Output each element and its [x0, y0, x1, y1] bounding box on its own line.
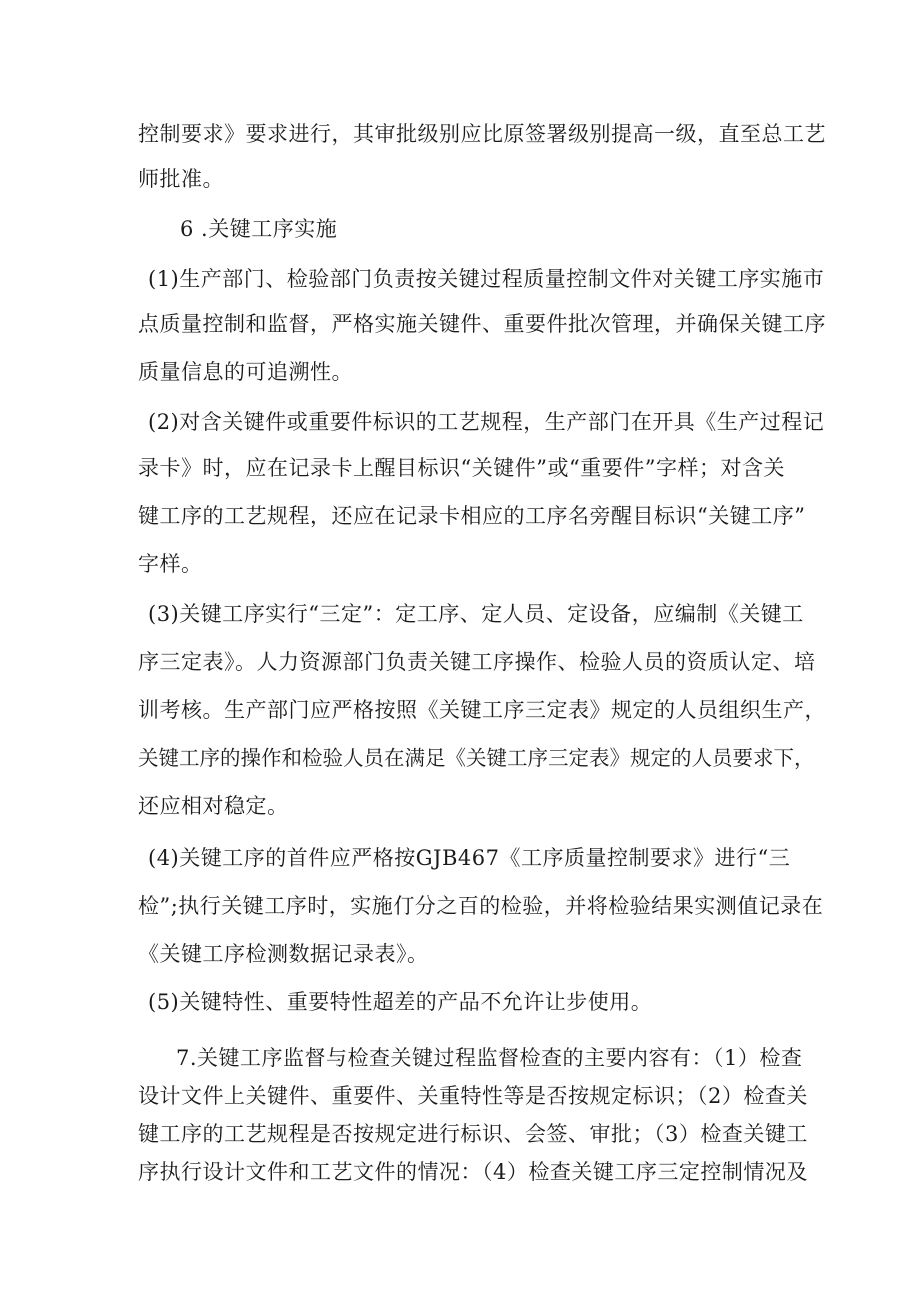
text-line: 设计文件上关键件、重要件、关重特性等是否按规定标识；（2）检查关	[138, 1084, 808, 1108]
text-line: (2)对含关键件或重要件标识的工艺规程，生产部门在开具《生产过程记	[148, 410, 825, 434]
text-line: 键工序的工艺规程，还应在记录卡相应的工序名旁醒目标识“关键工序”	[138, 504, 806, 528]
text-line: 序执行设计文件和工艺文件的情况：（4）检查关键工序三定控制情况及	[138, 1160, 808, 1184]
text-line: 师批准。	[138, 167, 224, 191]
text-line: (1)生产部门、检验部门负责按关键过程质量控制文件对关键工序实施市	[148, 267, 825, 291]
text-line: (3)关键工序实行“三定”：定工序、定人员、定设备，应编制《关键工	[148, 602, 804, 626]
text-line: 控制要求》要求进行，其审批级别应比原签署级别提高一级，直至总工艺	[138, 122, 826, 146]
text-line: 关键工序的操作和检验人员在满足《关键工序三定表》规定的人员要求下，	[138, 746, 815, 770]
text-line: 训考核。生产部门应严格按照《关键工序三定表》规定的人员组织生产，	[138, 698, 826, 722]
section-heading: 6 .关键工序实施	[180, 217, 338, 241]
text-line: 字样。	[138, 552, 203, 576]
text-line: 录卡》时，应在记录卡上醒目标识“关键件”或“重要件”字样；对含关	[138, 456, 785, 480]
text-line: 《关键工序检测数据记录表》。	[138, 942, 429, 966]
text-line: 质量信息的可追溯性。	[138, 360, 353, 384]
text-line: 点质量控制和监督，严格实施关键件、重要件批次管理，并确保关键工序	[138, 312, 826, 336]
text-line: 序三定表》。人力资源部门负责关键工序操作、检验人员的资质认定、培	[138, 650, 816, 674]
text-line: 还应相对稳定。	[138, 794, 289, 818]
text-line: 键工序的工艺规程是否按规定进行标识、会签、审批；（3）检查关键工	[138, 1122, 808, 1146]
text-line: (4)关键工序的首件应严格按GJB467《工序质量控制要求》进行“三	[148, 846, 791, 870]
text-line: (5)关键特性、重要特性超差的产品不允许让步使用。	[148, 990, 653, 1014]
text-line: 检”;执行关键工序时，实施仃分之百的检验，并将检验结果实测值记录在	[138, 894, 824, 918]
section-heading: 7.关键工序监督与检查关键过程监督检查的主要内容有：（1）检查	[176, 1046, 803, 1070]
